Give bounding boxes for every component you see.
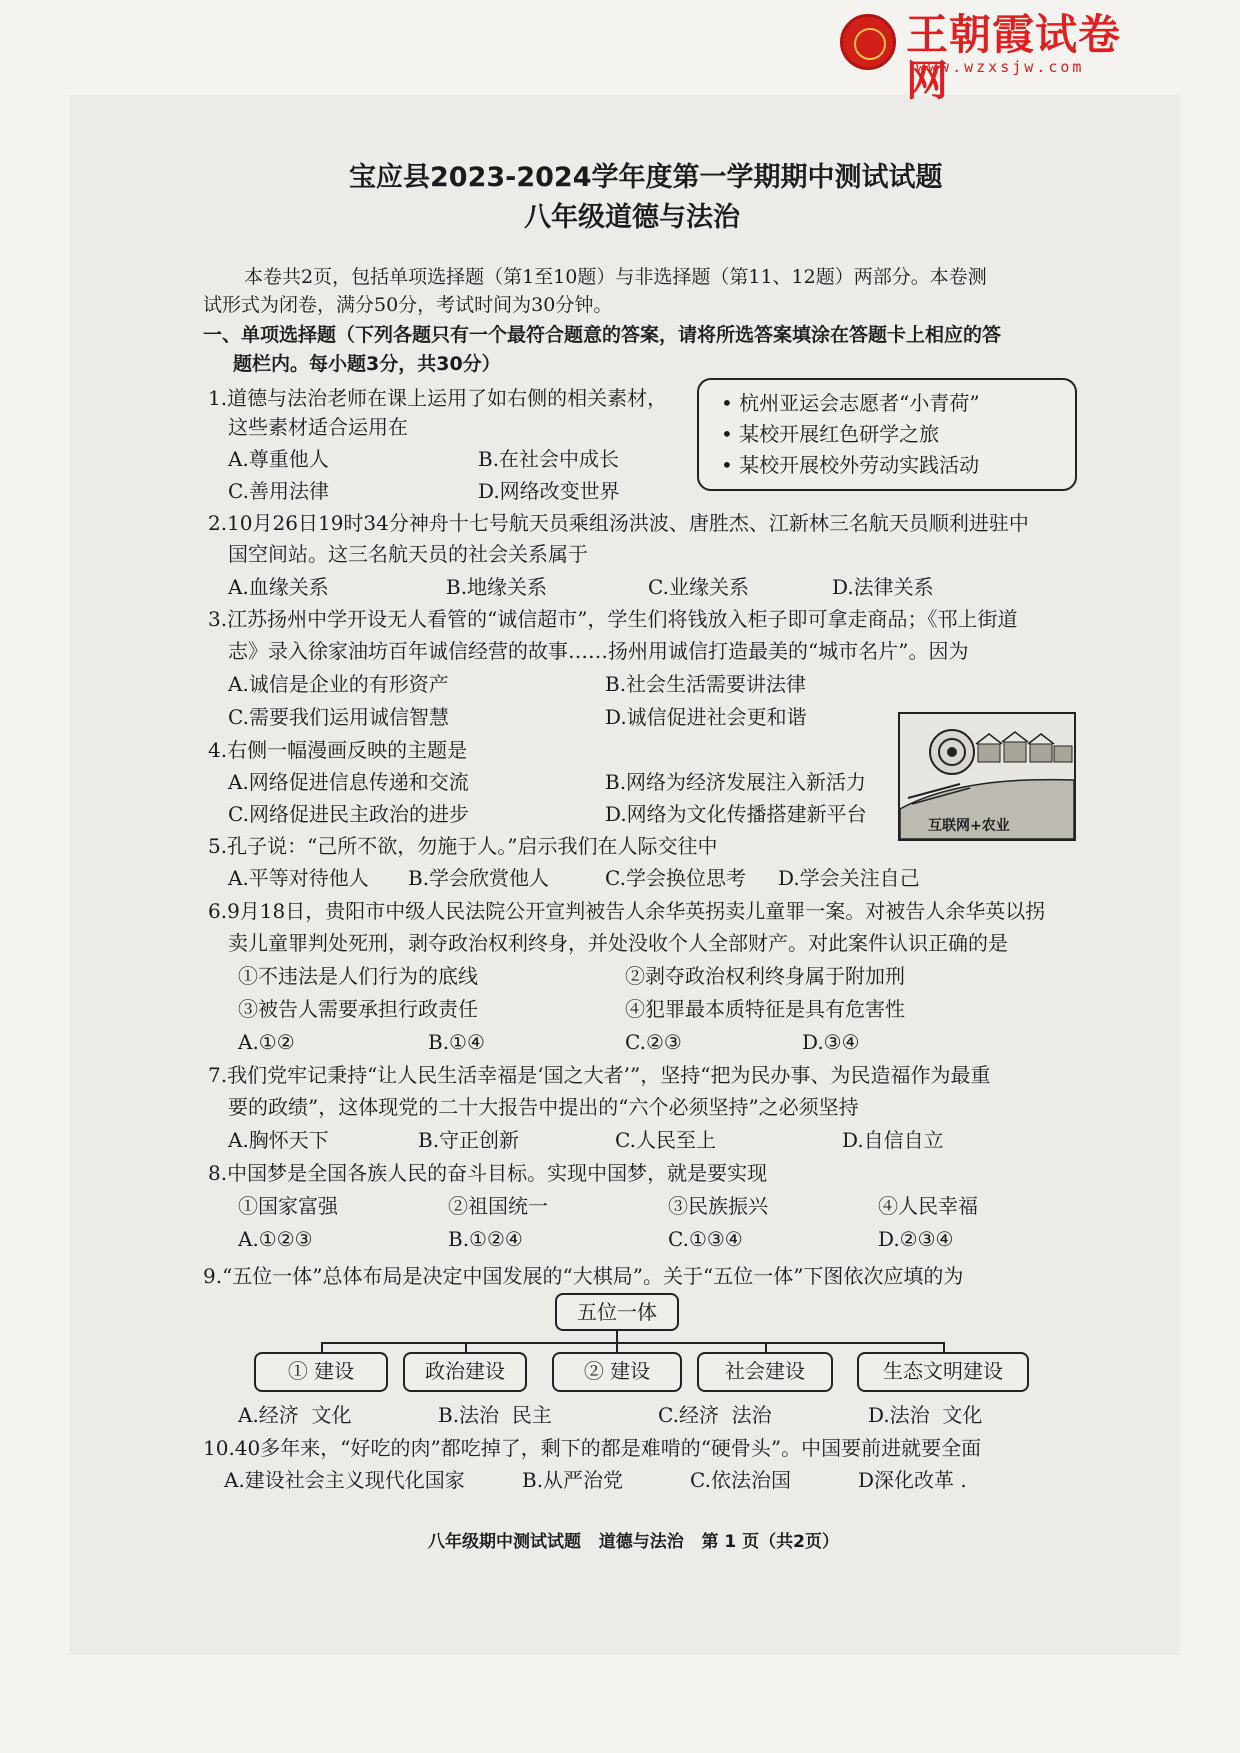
q10-option-a[interactable]: A.建设社会主义现代化国家 [224,1468,465,1492]
logo-url: www.wzxsjw.com [916,58,1085,76]
q3-option-b[interactable]: B.社会生活需要讲法律 [605,672,807,696]
material-item: • 某校开展校外劳动实践活动 [721,453,980,477]
q8-item-2: ②祖国统一 [448,1194,548,1218]
cartoon-caption: 互联网+农业 [928,818,1010,834]
q7-option-d[interactable]: D.自信自立 [842,1128,944,1152]
section-heading-2: 题栏内。每小题3分，共30分） [233,353,501,375]
q9-option-d[interactable]: D.法治 文化 [868,1403,983,1427]
q8-option-b[interactable]: B.①②④ [448,1227,523,1251]
q6-item-3: ③被告人需要承担行政责任 [238,997,478,1021]
q5-stem-1: 5.孔子说：“己所不欲，勿施于人。”启示我们在人际交往中 [208,834,718,858]
q4-option-b[interactable]: B.网络为经济发展注入新活力 [605,770,867,794]
q6-option-d[interactable]: D.③④ [802,1030,860,1054]
q3-option-d[interactable]: D.诚信促进社会更和谐 [605,705,807,729]
q6-item-2: ②剥夺政治权利终身属于附加刑 [625,964,905,988]
q3-stem-2: 志》录入徐家油坊百年诚信经营的故事……扬州用诚信打造最美的“城市名片”。因为 [228,639,969,663]
diagram-connector [321,1342,945,1344]
q8-item-4: ④人民幸福 [878,1194,978,1218]
q7-option-b[interactable]: B.守正创新 [418,1128,520,1152]
material-item: • 杭州亚运会志愿者“小青荷” [721,391,980,415]
seal-icon [840,14,896,70]
intro-line-2: 试形式为闭卷，满分50分，考试时间为30分钟。 [203,294,613,316]
q1-option-c[interactable]: C.善用法律 [228,479,329,503]
intro-line-1: 本卷共2页，包括单项选择题（第1至10题）与非选择题（第11、12题）两部分。本卷测 [244,266,987,288]
diagram-root: 五位一体 [555,1293,679,1331]
diagram-child-ecology: 生态文明建设 [857,1352,1029,1392]
q2-option-b[interactable]: B.地缘关系 [446,575,548,599]
q4-option-c[interactable]: C.网络促进民主政治的进步 [228,802,469,826]
q2-stem-1: 2.10月26日19时34分神舟十七号航天员乘组汤洪波、唐胜杰、江新林三名航天员顺利进驻中 [208,511,1029,535]
page-subtitle: 八年级道德与法治 [524,202,740,233]
q6-option-a[interactable]: A.①② [238,1030,295,1054]
q8-item-1: ①国家富强 [238,1194,338,1218]
q5-option-a[interactable]: A.平等对待他人 [228,866,369,890]
q1-option-d[interactable]: D.网络改变世界 [478,479,620,503]
q2-option-d[interactable]: D.法律关系 [832,575,934,599]
q6-stem-2: 卖儿童罪判处死刑，剥夺政治权利终身，并处没收个人全部财产。对此案件认识正确的是 [228,931,1008,955]
q6-item-1: ①不违法是人们行为的底线 [238,964,478,988]
q3-stem-1: 3.江苏扬州中学开设无人看管的“诚信超市”，学生们将钱放入柜子即可拿走商品；《邗上街道 [208,607,1018,631]
q2-stem-2: 国空间站。这三名航天员的社会关系属于 [228,542,588,566]
q8-item-3: ③民族振兴 [668,1194,768,1218]
q10-option-d[interactable]: D深化改革 . [858,1468,967,1492]
q4-option-a[interactable]: A.网络促进信息传递和交流 [228,770,469,794]
q1-stem-2: 这些素材适合运用在 [228,415,408,439]
q3-option-a[interactable]: A.诚信是企业的有形资产 [228,672,449,696]
page-title: 宝应县2023-2024学年度第一学期期中测试试题 [349,162,943,193]
q1-material-box [697,378,1077,491]
q9-stem-1: 9.“五位一体”总体布局是决定中国发展的“大棋局”。关于“五位一体”下图依次应填的为 [203,1264,964,1288]
q7-option-a[interactable]: A.胸怀天下 [228,1128,329,1152]
q5-option-d[interactable]: D.学会关注自己 [778,866,920,890]
q1-stem-1: 1.道德与法治老师在课上运用了如右侧的相关素材， [208,386,668,410]
q7-stem-1: 7.我们党牢记秉持“让人民生活幸福是‘国之大者’”，坚持“把为民办事、为民造福作为最重 [208,1063,991,1087]
q10-stem-1: 10.40多年来，“好吃的肉”都吃掉了，剩下的都是难啃的“硬骨头”。中国要前进就要全面 [203,1436,982,1460]
q4-stem-1: 4.右侧一幅漫画反映的主题是 [208,738,468,762]
q8-option-d[interactable]: D.②③④ [878,1227,954,1251]
q10-option-c[interactable]: C.依法治国 [690,1468,791,1492]
diagram-child-society: 社会建设 [697,1352,833,1392]
q8-stem-1: 8.中国梦是全国各族人民的奋斗目标。实现中国梦，就是要实现 [208,1161,768,1185]
q2-option-c[interactable]: C.业缘关系 [648,575,749,599]
q5-option-c[interactable]: C.学会换位思考 [605,866,746,890]
page-footer: 八年级期中测试试题 道德与法治 第 1 页（共2页） [428,1532,840,1552]
q10-option-b[interactable]: B.从严治党 [522,1468,624,1492]
q8-option-c[interactable]: C.①③④ [668,1227,743,1251]
q7-option-c[interactable]: C.人民至上 [615,1128,716,1152]
q9-option-a[interactable]: A.经济 文化 [238,1403,352,1427]
q8-option-a[interactable]: A.①②③ [238,1227,313,1251]
q6-option-c[interactable]: C.②③ [625,1030,682,1054]
material-item: • 某校开展红色研学之旅 [721,422,940,446]
site-logo[interactable] [832,10,1162,105]
diagram-child-blank-2: ② 建设 [552,1352,682,1392]
q1-option-a[interactable]: A.尊重他人 [228,447,329,471]
logo-name: 王朝霞试卷网 [906,10,1122,105]
q4-cartoon-image [898,712,1076,841]
q7-stem-2: 要的政绩”，这体现党的二十大报告中提出的“六个必须坚持”之必须坚持 [228,1095,859,1119]
q2-option-a[interactable]: A.血缘关系 [228,575,329,599]
q5-option-b[interactable]: B.学会欣赏他人 [408,866,550,890]
q6-option-b[interactable]: B.①④ [428,1030,485,1054]
q4-option-d[interactable]: D.网络为文化传播搭建新平台 [605,802,867,826]
q1-option-b[interactable]: B.在社会中成长 [478,447,620,471]
q6-stem-1: 6.9月18日，贵阳市中级人民法院公开宣判被告人余华英拐卖儿童罪一案。对被告人余华英以拐 [208,899,1046,923]
diagram-child-blank-1: ① 建设 [254,1352,388,1392]
diagram-child-politics: 政治建设 [403,1352,527,1392]
q9-option-b[interactable]: B.法治 民主 [438,1403,552,1427]
q3-option-c[interactable]: C.需要我们运用诚信智慧 [228,705,449,729]
q6-item-4: ④犯罪最本质特征是具有危害性 [625,997,905,1021]
q9-option-c[interactable]: C.经济 法治 [658,1403,772,1427]
section-heading-1: 一、单项选择题（下列各题只有一个最符合题意的答案，请将所选答案填涂在答题卡上相应的答 [203,324,1002,346]
